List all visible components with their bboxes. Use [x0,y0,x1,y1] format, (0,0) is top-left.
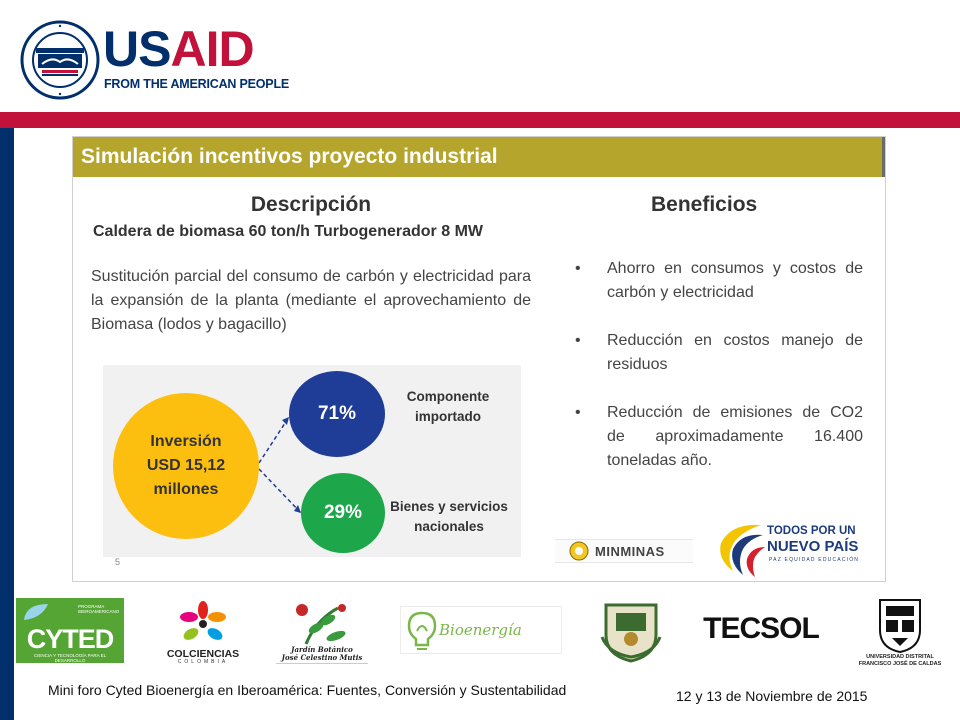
description-body: Sustitución parcial del consumo de carbón y electricidad para la expansión de la planta (mediante el aprovechamiento de Biomasa (lodos y bagacillo) [91,268,531,333]
description-heading: Descripción [250,193,372,216]
footer-event-title: Mini foro Cyted Bioenergía en Iberoamérica: Fuentes, Conversión y Sustentabilidad [48,682,567,698]
footer-date: 12 y 13 de Noviembre de 2015 [676,688,868,704]
benefit-text: Reducción en costos manejo de residuos [607,332,863,373]
lightbulb-icon [405,609,439,653]
slide-page-number: 5 [115,557,121,567]
benefits-heading: Beneficios [651,193,758,216]
cyted-logo: PROGRAMA IBEROAMERICANO CYTED CIENCIA Y TECNOLOGÍA PARA EL DESARROLLO [16,598,124,663]
colciencias-logo: COLCIENCIAS COLOMBIA [160,600,246,664]
red-divider-bar [0,112,960,128]
bioenergia-logo: Bioenergía [400,606,562,654]
udistrital-shield-icon [856,596,944,654]
header [0,0,960,112]
investment-diagram [103,365,521,557]
tecsol-logo: TECSOL [703,612,819,645]
description-subheading: Caldera de biomasa 60 ton/h Turbogenerador 8 MW [93,223,483,240]
slide-image [72,136,886,582]
imported-percent-circle: 71% [289,371,385,457]
universidad-distrital-logo: UNIVERSIDAD DISTRITAL FRANCISCO JOSÉ DE CALDAS [856,596,944,670]
national-percent-circle: 29% [301,473,385,553]
national-label: Bienes y servicios nacionales [390,499,508,534]
blue-side-bar [0,128,14,720]
jardin-botanico-logo: Jardín Botánico José Celestino Mutis [276,600,368,664]
benefit-text: Reducción de emisiones de CO2 de aproximadamente 16.400 toneladas año. [607,404,863,469]
slide-title: Simulación incentivos proyecto industrial [81,145,498,168]
usaid-tagline: FROM THE AMERICAN PEOPLE [104,77,290,91]
nuevo-pais-logo: TODOS POR UN NUEVO PAÍS PAZ EQUIDAD EDUCACIÓN [713,519,873,579]
slide-title-bar [73,137,885,177]
usaid-wordmark: USAID [103,21,254,77]
nuevo-pais-swoosh-icon [713,519,767,579]
university-crest-icon [598,597,664,663]
list-item [573,329,863,377]
bullet-icon: • [575,260,581,277]
botanical-plant-icon [276,600,368,646]
benefits-list [573,257,863,497]
minminas-logo [555,539,693,563]
bullet-icon: • [575,332,581,349]
imported-label: Componente importado [406,389,490,424]
investment-circle: Inversión USD 15,12 millones [113,393,259,539]
list-item [573,257,863,305]
cyted-leaf-icon [22,602,52,622]
bullet-icon: • [575,404,581,421]
minminas-seal-icon [569,541,589,561]
benefit-text: Ahorro en consumos y costos de carbón y electricidad [607,260,863,301]
list-item [573,401,863,473]
minminas-text: MINMINAS [595,543,665,559]
usaid-seal-icon [20,20,100,100]
colciencias-petals-icon [160,600,246,648]
